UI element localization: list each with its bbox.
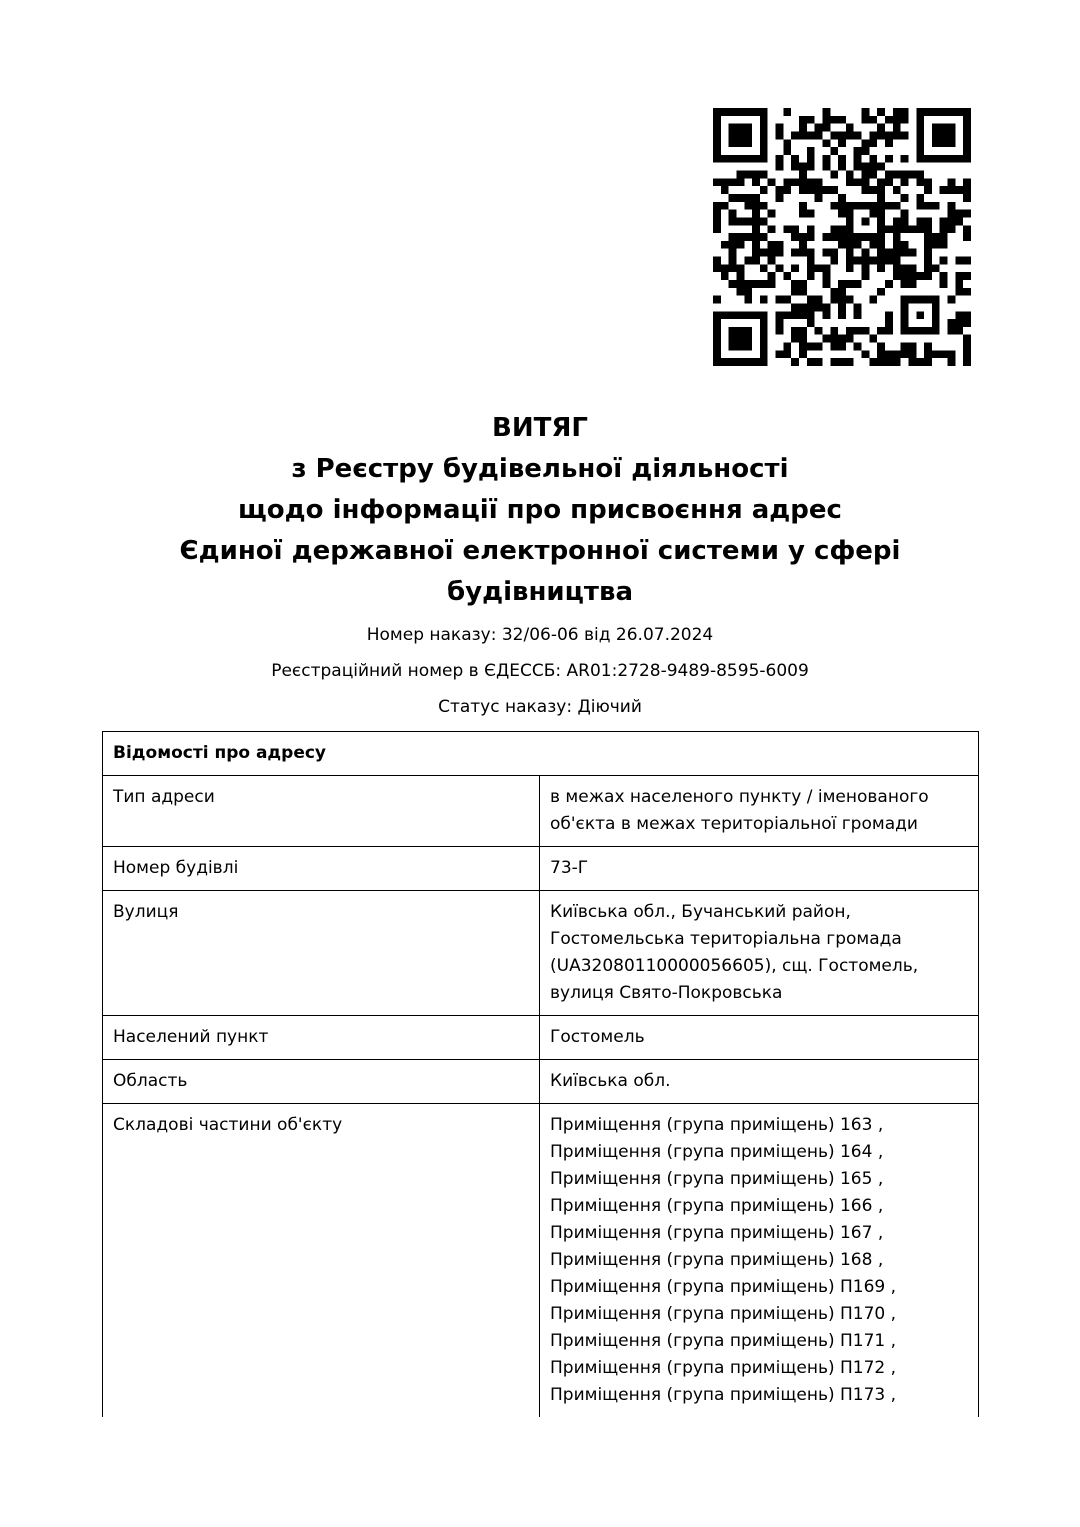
table-row	[103, 776, 979, 847]
table-row	[103, 1104, 979, 1418]
title-line: щодо інформації про присвоєння адрес	[238, 495, 842, 525]
row-label: Номер будівлі	[103, 847, 540, 891]
registration-number: Реєстраційний номер в ЄДЕССБ: AR01:2728-9489-8595-6009	[271, 661, 809, 681]
table-header-row	[103, 732, 979, 776]
table-row	[103, 847, 979, 891]
list-item: Приміщення (група приміщень) 166 ,	[550, 1196, 884, 1216]
address-info-table	[102, 731, 978, 1417]
list-item: Приміщення (група приміщень) 168 ,	[550, 1250, 884, 1270]
title-line: ВИТЯГ	[492, 413, 588, 443]
qr-code	[713, 108, 971, 366]
row-value: в межах населеного пункту / іменованого об'єкта в межах територіальної громади	[540, 776, 979, 847]
row-label: Населений пункт	[103, 1016, 540, 1060]
row-label: Складові частини об'єкту	[103, 1104, 540, 1418]
title-line: Єдиної державної електронної системи у сфері	[179, 536, 901, 566]
document-title	[0, 408, 1080, 613]
row-label: Вулиця	[103, 891, 540, 1016]
order-number: Номер наказу: 32/06-06 від 26.07.2024	[366, 625, 714, 645]
list-item: Приміщення (група приміщень) 164 ,	[550, 1142, 884, 1162]
list-item: Приміщення (група приміщень) П171 ,	[550, 1331, 897, 1351]
table-row	[103, 1016, 979, 1060]
row-label: Область	[103, 1060, 540, 1104]
list-item: Приміщення (група приміщень) П169 ,	[550, 1277, 897, 1297]
row-value: Київська обл., Бучанський район, Гостомельська територіальна громада (UA32080110000056605), сщ. Гостомель, вулиця Свято-Покровська	[540, 891, 979, 1016]
list-item: Приміщення (група приміщень) П173 ,	[550, 1385, 897, 1405]
row-value: Гостомель	[540, 1016, 979, 1060]
list-item: Приміщення (група приміщень) П172 ,	[550, 1358, 897, 1378]
list-item: Приміщення (група приміщень) 163 ,	[550, 1115, 884, 1135]
row-value: Київська обл.	[540, 1060, 979, 1104]
row-label: Тип адреси	[103, 776, 540, 847]
section-title: Відомості про адресу	[103, 732, 979, 776]
table-row	[103, 1060, 979, 1104]
row-value: 73-Г	[540, 847, 979, 891]
title-line: будівництва	[447, 577, 633, 607]
list-item: Приміщення (група приміщень) 165 ,	[550, 1169, 884, 1189]
order-status: Статус наказу: Діючий	[438, 697, 642, 717]
title-line: з Реєстру будівельної діяльності	[291, 454, 789, 484]
table-row	[103, 891, 979, 1016]
parts-list	[540, 1104, 979, 1418]
list-item: Приміщення (група приміщень) 167 ,	[550, 1223, 884, 1243]
list-item: Приміщення (група приміщень) П170 ,	[550, 1304, 897, 1324]
